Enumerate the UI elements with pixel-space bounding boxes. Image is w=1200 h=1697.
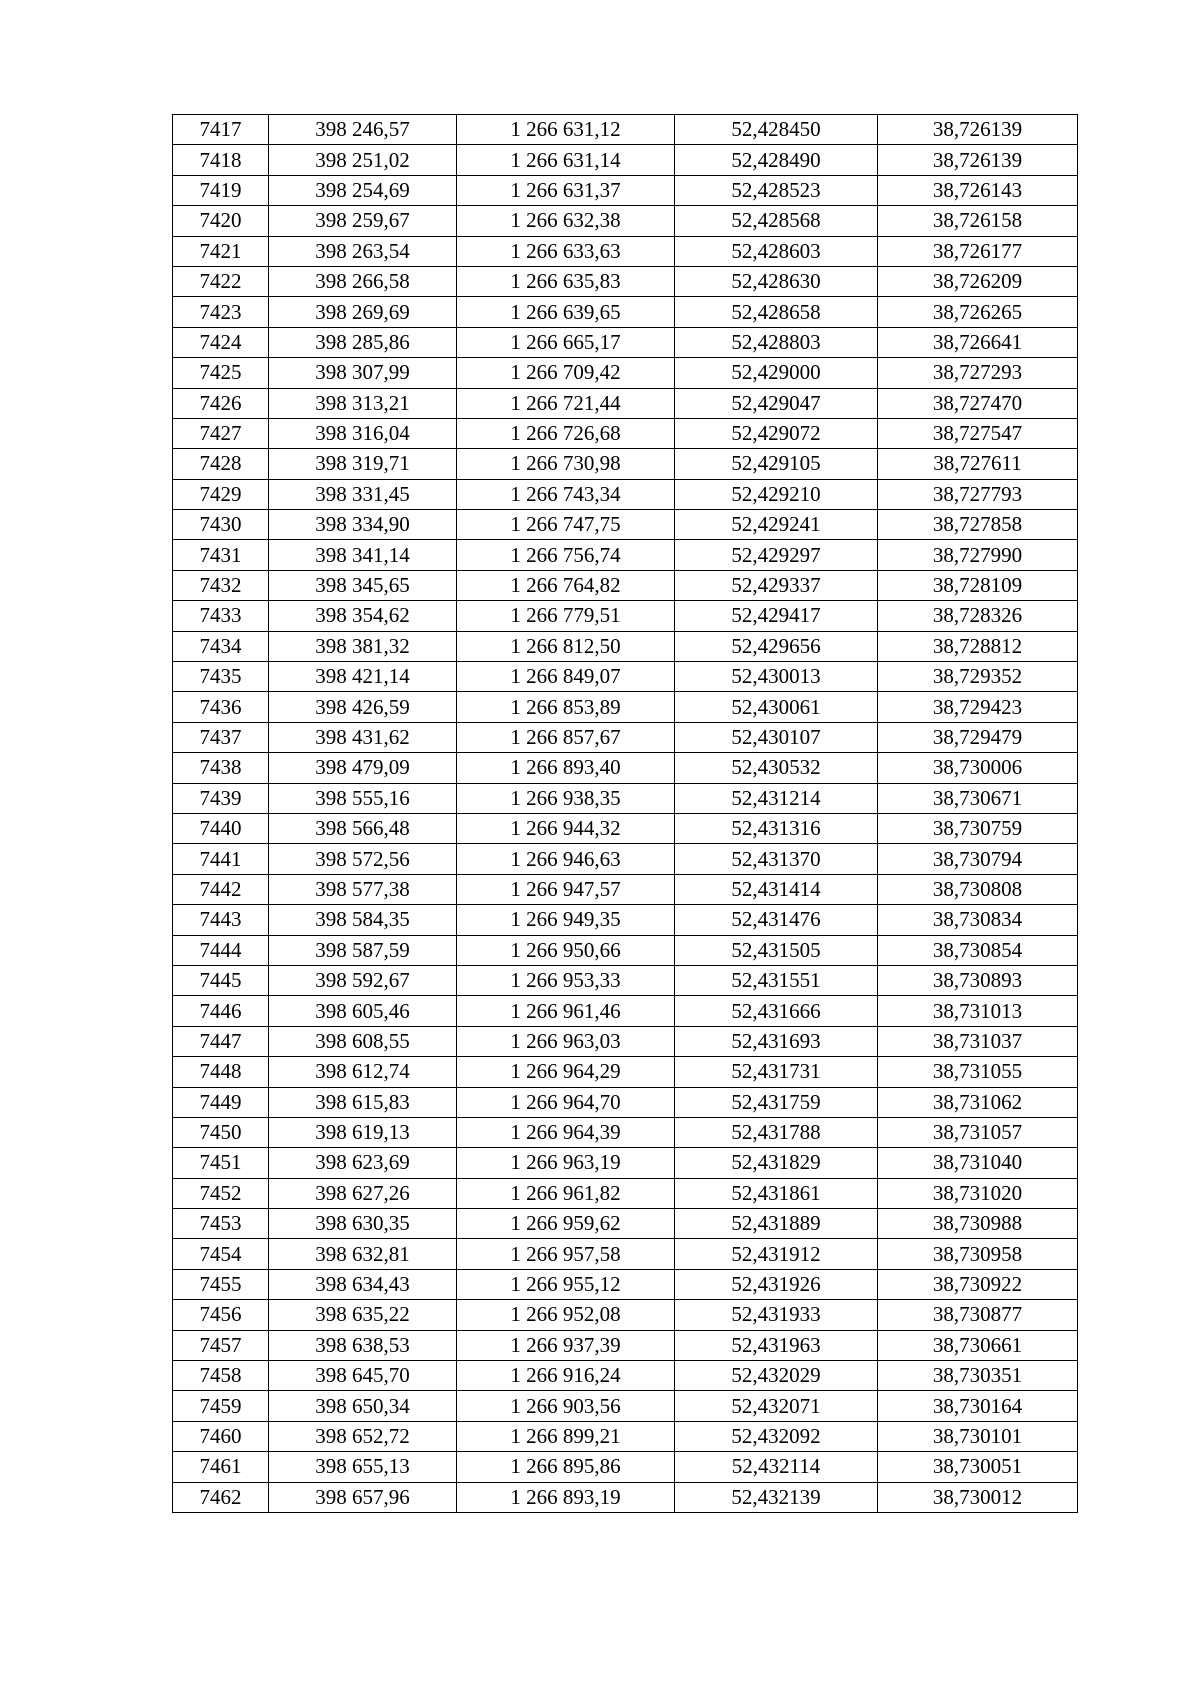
longitude-cell: 38,730759 xyxy=(878,813,1078,843)
y-coordinate-cell: 1 266 964,70 xyxy=(457,1087,675,1117)
point-number-cell: 7436 xyxy=(173,692,269,722)
latitude-cell: 52,428490 xyxy=(675,145,878,175)
table-row xyxy=(173,813,1078,843)
x-coordinate-cell: 398 307,99 xyxy=(269,358,457,388)
latitude-cell: 52,431933 xyxy=(675,1300,878,1330)
y-coordinate-cell: 1 266 961,82 xyxy=(457,1178,675,1208)
x-coordinate-cell: 398 259,67 xyxy=(269,206,457,236)
x-coordinate-cell: 398 584,35 xyxy=(269,905,457,935)
table-row xyxy=(173,1330,1078,1360)
point-number-cell: 7458 xyxy=(173,1361,269,1391)
y-coordinate-cell: 1 266 632,38 xyxy=(457,206,675,236)
latitude-cell: 52,430013 xyxy=(675,662,878,692)
longitude-cell: 38,727858 xyxy=(878,510,1078,540)
longitude-cell: 38,726143 xyxy=(878,175,1078,205)
point-number-cell: 7439 xyxy=(173,783,269,813)
y-coordinate-cell: 1 266 743,34 xyxy=(457,479,675,509)
x-coordinate-cell: 398 623,69 xyxy=(269,1148,457,1178)
point-number-cell: 7440 xyxy=(173,813,269,843)
x-coordinate-cell: 398 634,43 xyxy=(269,1269,457,1299)
latitude-cell: 52,432139 xyxy=(675,1482,878,1512)
latitude-cell: 52,432114 xyxy=(675,1452,878,1482)
longitude-cell: 38,730164 xyxy=(878,1391,1078,1421)
x-coordinate-cell: 398 431,62 xyxy=(269,722,457,752)
longitude-cell: 38,731020 xyxy=(878,1178,1078,1208)
y-coordinate-cell: 1 266 665,17 xyxy=(457,327,675,357)
table-row xyxy=(173,965,1078,995)
point-number-cell: 7437 xyxy=(173,722,269,752)
x-coordinate-cell: 398 632,81 xyxy=(269,1239,457,1269)
longitude-cell: 38,727293 xyxy=(878,358,1078,388)
y-coordinate-cell: 1 266 893,19 xyxy=(457,1482,675,1512)
latitude-cell: 52,431829 xyxy=(675,1148,878,1178)
longitude-cell: 38,730051 xyxy=(878,1452,1078,1482)
latitude-cell: 52,431693 xyxy=(675,1026,878,1056)
point-number-cell: 7449 xyxy=(173,1087,269,1117)
table-row xyxy=(173,662,1078,692)
latitude-cell: 52,431912 xyxy=(675,1239,878,1269)
latitude-cell: 52,431926 xyxy=(675,1269,878,1299)
table-row xyxy=(173,1239,1078,1269)
y-coordinate-cell: 1 266 635,83 xyxy=(457,266,675,296)
y-coordinate-cell: 1 266 957,58 xyxy=(457,1239,675,1269)
longitude-cell: 38,727470 xyxy=(878,388,1078,418)
point-number-cell: 7438 xyxy=(173,753,269,783)
latitude-cell: 52,429047 xyxy=(675,388,878,418)
table-row xyxy=(173,783,1078,813)
y-coordinate-cell: 1 266 893,40 xyxy=(457,753,675,783)
table-row xyxy=(173,1300,1078,1330)
latitude-cell: 52,431889 xyxy=(675,1209,878,1239)
y-coordinate-cell: 1 266 964,39 xyxy=(457,1117,675,1147)
x-coordinate-cell: 398 638,53 xyxy=(269,1330,457,1360)
y-coordinate-cell: 1 266 812,50 xyxy=(457,631,675,661)
point-number-cell: 7457 xyxy=(173,1330,269,1360)
point-number-cell: 7459 xyxy=(173,1391,269,1421)
x-coordinate-cell: 398 263,54 xyxy=(269,236,457,266)
latitude-cell: 52,429417 xyxy=(675,601,878,631)
point-number-cell: 7462 xyxy=(173,1482,269,1512)
table-row xyxy=(173,996,1078,1026)
x-coordinate-cell: 398 650,34 xyxy=(269,1391,457,1421)
point-number-cell: 7435 xyxy=(173,662,269,692)
y-coordinate-cell: 1 266 633,63 xyxy=(457,236,675,266)
x-coordinate-cell: 398 652,72 xyxy=(269,1421,457,1451)
point-number-cell: 7431 xyxy=(173,540,269,570)
table-row xyxy=(173,1026,1078,1056)
latitude-cell: 52,429241 xyxy=(675,510,878,540)
y-coordinate-cell: 1 266 903,56 xyxy=(457,1391,675,1421)
y-coordinate-cell: 1 266 959,62 xyxy=(457,1209,675,1239)
longitude-cell: 38,728326 xyxy=(878,601,1078,631)
y-coordinate-cell: 1 266 764,82 xyxy=(457,570,675,600)
longitude-cell: 38,730854 xyxy=(878,935,1078,965)
latitude-cell: 52,428523 xyxy=(675,175,878,205)
point-number-cell: 7427 xyxy=(173,418,269,448)
y-coordinate-cell: 1 266 938,35 xyxy=(457,783,675,813)
latitude-cell: 52,432029 xyxy=(675,1361,878,1391)
table-row xyxy=(173,145,1078,175)
latitude-cell: 52,430532 xyxy=(675,753,878,783)
table-row xyxy=(173,601,1078,631)
latitude-cell: 52,429105 xyxy=(675,449,878,479)
table-row xyxy=(173,1057,1078,1087)
table-row xyxy=(173,1148,1078,1178)
y-coordinate-cell: 1 266 916,24 xyxy=(457,1361,675,1391)
y-coordinate-cell: 1 266 937,39 xyxy=(457,1330,675,1360)
longitude-cell: 38,730922 xyxy=(878,1269,1078,1299)
longitude-cell: 38,727611 xyxy=(878,449,1078,479)
point-number-cell: 7452 xyxy=(173,1178,269,1208)
table-row xyxy=(173,753,1078,783)
point-number-cell: 7423 xyxy=(173,297,269,327)
x-coordinate-cell: 398 266,58 xyxy=(269,266,457,296)
longitude-cell: 38,727990 xyxy=(878,540,1078,570)
latitude-cell: 52,431731 xyxy=(675,1057,878,1087)
point-number-cell: 7422 xyxy=(173,266,269,296)
x-coordinate-cell: 398 587,59 xyxy=(269,935,457,965)
latitude-cell: 52,428803 xyxy=(675,327,878,357)
longitude-cell: 38,731037 xyxy=(878,1026,1078,1056)
y-coordinate-cell: 1 266 709,42 xyxy=(457,358,675,388)
x-coordinate-cell: 398 592,67 xyxy=(269,965,457,995)
longitude-cell: 38,730101 xyxy=(878,1421,1078,1451)
point-number-cell: 7419 xyxy=(173,175,269,205)
x-coordinate-cell: 398 479,09 xyxy=(269,753,457,783)
y-coordinate-cell: 1 266 952,08 xyxy=(457,1300,675,1330)
table-row xyxy=(173,1482,1078,1512)
x-coordinate-cell: 398 254,69 xyxy=(269,175,457,205)
table-row xyxy=(173,115,1078,145)
latitude-cell: 52,431861 xyxy=(675,1178,878,1208)
table-row xyxy=(173,388,1078,418)
y-coordinate-cell: 1 266 963,19 xyxy=(457,1148,675,1178)
longitude-cell: 38,730661 xyxy=(878,1330,1078,1360)
table-row xyxy=(173,1269,1078,1299)
x-coordinate-cell: 398 619,13 xyxy=(269,1117,457,1147)
latitude-cell: 52,432071 xyxy=(675,1391,878,1421)
point-number-cell: 7447 xyxy=(173,1026,269,1056)
longitude-cell: 38,726139 xyxy=(878,115,1078,145)
longitude-cell: 38,726177 xyxy=(878,236,1078,266)
table-row xyxy=(173,905,1078,935)
point-number-cell: 7417 xyxy=(173,115,269,145)
latitude-cell: 52,429210 xyxy=(675,479,878,509)
y-coordinate-cell: 1 266 756,74 xyxy=(457,540,675,570)
x-coordinate-cell: 398 313,21 xyxy=(269,388,457,418)
x-coordinate-cell: 398 354,62 xyxy=(269,601,457,631)
x-coordinate-cell: 398 285,86 xyxy=(269,327,457,357)
table-row xyxy=(173,631,1078,661)
point-number-cell: 7450 xyxy=(173,1117,269,1147)
longitude-cell: 38,727793 xyxy=(878,479,1078,509)
coordinates-table-body xyxy=(173,115,1078,1513)
longitude-cell: 38,730988 xyxy=(878,1209,1078,1239)
table-row xyxy=(173,1452,1078,1482)
y-coordinate-cell: 1 266 631,12 xyxy=(457,115,675,145)
table-row xyxy=(173,327,1078,357)
y-coordinate-cell: 1 266 779,51 xyxy=(457,601,675,631)
point-number-cell: 7432 xyxy=(173,570,269,600)
point-number-cell: 7456 xyxy=(173,1300,269,1330)
y-coordinate-cell: 1 266 961,46 xyxy=(457,996,675,1026)
longitude-cell: 38,730006 xyxy=(878,753,1078,783)
point-number-cell: 7420 xyxy=(173,206,269,236)
latitude-cell: 52,431551 xyxy=(675,965,878,995)
longitude-cell: 38,726158 xyxy=(878,206,1078,236)
table-row xyxy=(173,722,1078,752)
table-row xyxy=(173,1361,1078,1391)
point-number-cell: 7445 xyxy=(173,965,269,995)
latitude-cell: 52,429072 xyxy=(675,418,878,448)
latitude-cell: 52,431788 xyxy=(675,1117,878,1147)
table-row xyxy=(173,418,1078,448)
table-row xyxy=(173,1087,1078,1117)
x-coordinate-cell: 398 566,48 xyxy=(269,813,457,843)
longitude-cell: 38,729352 xyxy=(878,662,1078,692)
point-number-cell: 7444 xyxy=(173,935,269,965)
longitude-cell: 38,726139 xyxy=(878,145,1078,175)
point-number-cell: 7461 xyxy=(173,1452,269,1482)
point-number-cell: 7428 xyxy=(173,449,269,479)
longitude-cell: 38,730877 xyxy=(878,1300,1078,1330)
table-row xyxy=(173,1117,1078,1147)
longitude-cell: 38,726641 xyxy=(878,327,1078,357)
x-coordinate-cell: 398 657,96 xyxy=(269,1482,457,1512)
x-coordinate-cell: 398 612,74 xyxy=(269,1057,457,1087)
table-row xyxy=(173,1421,1078,1451)
latitude-cell: 52,431370 xyxy=(675,844,878,874)
longitude-cell: 38,730834 xyxy=(878,905,1078,935)
table-row xyxy=(173,570,1078,600)
point-number-cell: 7441 xyxy=(173,844,269,874)
point-number-cell: 7443 xyxy=(173,905,269,935)
longitude-cell: 38,726265 xyxy=(878,297,1078,327)
longitude-cell: 38,731062 xyxy=(878,1087,1078,1117)
longitude-cell: 38,728812 xyxy=(878,631,1078,661)
y-coordinate-cell: 1 266 853,89 xyxy=(457,692,675,722)
y-coordinate-cell: 1 266 953,33 xyxy=(457,965,675,995)
latitude-cell: 52,431214 xyxy=(675,783,878,813)
table-row xyxy=(173,479,1078,509)
x-coordinate-cell: 398 605,46 xyxy=(269,996,457,1026)
latitude-cell: 52,428658 xyxy=(675,297,878,327)
x-coordinate-cell: 398 316,04 xyxy=(269,418,457,448)
latitude-cell: 52,430107 xyxy=(675,722,878,752)
longitude-cell: 38,729423 xyxy=(878,692,1078,722)
x-coordinate-cell: 398 334,90 xyxy=(269,510,457,540)
table-row xyxy=(173,206,1078,236)
y-coordinate-cell: 1 266 631,14 xyxy=(457,145,675,175)
y-coordinate-cell: 1 266 946,63 xyxy=(457,844,675,874)
x-coordinate-cell: 398 655,13 xyxy=(269,1452,457,1482)
longitude-cell: 38,731055 xyxy=(878,1057,1078,1087)
x-coordinate-cell: 398 608,55 xyxy=(269,1026,457,1056)
longitude-cell: 38,730808 xyxy=(878,874,1078,904)
y-coordinate-cell: 1 266 639,65 xyxy=(457,297,675,327)
y-coordinate-cell: 1 266 747,75 xyxy=(457,510,675,540)
latitude-cell: 52,429000 xyxy=(675,358,878,388)
x-coordinate-cell: 398 246,57 xyxy=(269,115,457,145)
x-coordinate-cell: 398 635,22 xyxy=(269,1300,457,1330)
longitude-cell: 38,730958 xyxy=(878,1239,1078,1269)
latitude-cell: 52,429656 xyxy=(675,631,878,661)
point-number-cell: 7460 xyxy=(173,1421,269,1451)
y-coordinate-cell: 1 266 944,32 xyxy=(457,813,675,843)
x-coordinate-cell: 398 426,59 xyxy=(269,692,457,722)
latitude-cell: 52,431476 xyxy=(675,905,878,935)
longitude-cell: 38,730794 xyxy=(878,844,1078,874)
x-coordinate-cell: 398 341,14 xyxy=(269,540,457,570)
table-row xyxy=(173,175,1078,205)
latitude-cell: 52,431414 xyxy=(675,874,878,904)
table-row xyxy=(173,236,1078,266)
point-number-cell: 7429 xyxy=(173,479,269,509)
x-coordinate-cell: 398 615,83 xyxy=(269,1087,457,1117)
point-number-cell: 7430 xyxy=(173,510,269,540)
y-coordinate-cell: 1 266 950,66 xyxy=(457,935,675,965)
latitude-cell: 52,431963 xyxy=(675,1330,878,1360)
coordinates-table xyxy=(172,114,1078,1513)
longitude-cell: 38,730671 xyxy=(878,783,1078,813)
longitude-cell: 38,731040 xyxy=(878,1148,1078,1178)
latitude-cell: 52,432092 xyxy=(675,1421,878,1451)
y-coordinate-cell: 1 266 955,12 xyxy=(457,1269,675,1299)
point-number-cell: 7454 xyxy=(173,1239,269,1269)
y-coordinate-cell: 1 266 857,67 xyxy=(457,722,675,752)
latitude-cell: 52,429297 xyxy=(675,540,878,570)
x-coordinate-cell: 398 421,14 xyxy=(269,662,457,692)
table-row xyxy=(173,266,1078,296)
point-number-cell: 7426 xyxy=(173,388,269,418)
point-number-cell: 7433 xyxy=(173,601,269,631)
y-coordinate-cell: 1 266 849,07 xyxy=(457,662,675,692)
longitude-cell: 38,729479 xyxy=(878,722,1078,752)
latitude-cell: 52,428568 xyxy=(675,206,878,236)
latitude-cell: 52,428450 xyxy=(675,115,878,145)
point-number-cell: 7434 xyxy=(173,631,269,661)
x-coordinate-cell: 398 345,65 xyxy=(269,570,457,600)
y-coordinate-cell: 1 266 963,03 xyxy=(457,1026,675,1056)
point-number-cell: 7448 xyxy=(173,1057,269,1087)
y-coordinate-cell: 1 266 895,86 xyxy=(457,1452,675,1482)
longitude-cell: 38,727547 xyxy=(878,418,1078,448)
longitude-cell: 38,730351 xyxy=(878,1361,1078,1391)
y-coordinate-cell: 1 266 631,37 xyxy=(457,175,675,205)
point-number-cell: 7424 xyxy=(173,327,269,357)
table-row xyxy=(173,510,1078,540)
x-coordinate-cell: 398 630,35 xyxy=(269,1209,457,1239)
latitude-cell: 52,431505 xyxy=(675,935,878,965)
table-row xyxy=(173,358,1078,388)
x-coordinate-cell: 398 381,32 xyxy=(269,631,457,661)
point-number-cell: 7425 xyxy=(173,358,269,388)
latitude-cell: 52,430061 xyxy=(675,692,878,722)
longitude-cell: 38,730012 xyxy=(878,1482,1078,1512)
table-row xyxy=(173,874,1078,904)
latitude-cell: 52,431666 xyxy=(675,996,878,1026)
table-row xyxy=(173,692,1078,722)
x-coordinate-cell: 398 627,26 xyxy=(269,1178,457,1208)
x-coordinate-cell: 398 331,45 xyxy=(269,479,457,509)
x-coordinate-cell: 398 251,02 xyxy=(269,145,457,175)
y-coordinate-cell: 1 266 726,68 xyxy=(457,418,675,448)
latitude-cell: 52,431316 xyxy=(675,813,878,843)
y-coordinate-cell: 1 266 964,29 xyxy=(457,1057,675,1087)
longitude-cell: 38,726209 xyxy=(878,266,1078,296)
x-coordinate-cell: 398 577,38 xyxy=(269,874,457,904)
table-row xyxy=(173,1391,1078,1421)
point-number-cell: 7453 xyxy=(173,1209,269,1239)
longitude-cell: 38,728109 xyxy=(878,570,1078,600)
table-row xyxy=(173,449,1078,479)
point-number-cell: 7418 xyxy=(173,145,269,175)
y-coordinate-cell: 1 266 949,35 xyxy=(457,905,675,935)
point-number-cell: 7451 xyxy=(173,1148,269,1178)
point-number-cell: 7442 xyxy=(173,874,269,904)
point-number-cell: 7421 xyxy=(173,236,269,266)
longitude-cell: 38,730893 xyxy=(878,965,1078,995)
table-row xyxy=(173,844,1078,874)
x-coordinate-cell: 398 269,69 xyxy=(269,297,457,327)
y-coordinate-cell: 1 266 721,44 xyxy=(457,388,675,418)
x-coordinate-cell: 398 645,70 xyxy=(269,1361,457,1391)
table-row xyxy=(173,297,1078,327)
y-coordinate-cell: 1 266 947,57 xyxy=(457,874,675,904)
table-row xyxy=(173,540,1078,570)
longitude-cell: 38,731057 xyxy=(878,1117,1078,1147)
longitude-cell: 38,731013 xyxy=(878,996,1078,1026)
latitude-cell: 52,431759 xyxy=(675,1087,878,1117)
table-row xyxy=(173,935,1078,965)
y-coordinate-cell: 1 266 730,98 xyxy=(457,449,675,479)
latitude-cell: 52,429337 xyxy=(675,570,878,600)
latitude-cell: 52,428630 xyxy=(675,266,878,296)
y-coordinate-cell: 1 266 899,21 xyxy=(457,1421,675,1451)
latitude-cell: 52,428603 xyxy=(675,236,878,266)
x-coordinate-cell: 398 572,56 xyxy=(269,844,457,874)
table-row xyxy=(173,1209,1078,1239)
table-row xyxy=(173,1178,1078,1208)
point-number-cell: 7446 xyxy=(173,996,269,1026)
x-coordinate-cell: 398 555,16 xyxy=(269,783,457,813)
point-number-cell: 7455 xyxy=(173,1269,269,1299)
x-coordinate-cell: 398 319,71 xyxy=(269,449,457,479)
